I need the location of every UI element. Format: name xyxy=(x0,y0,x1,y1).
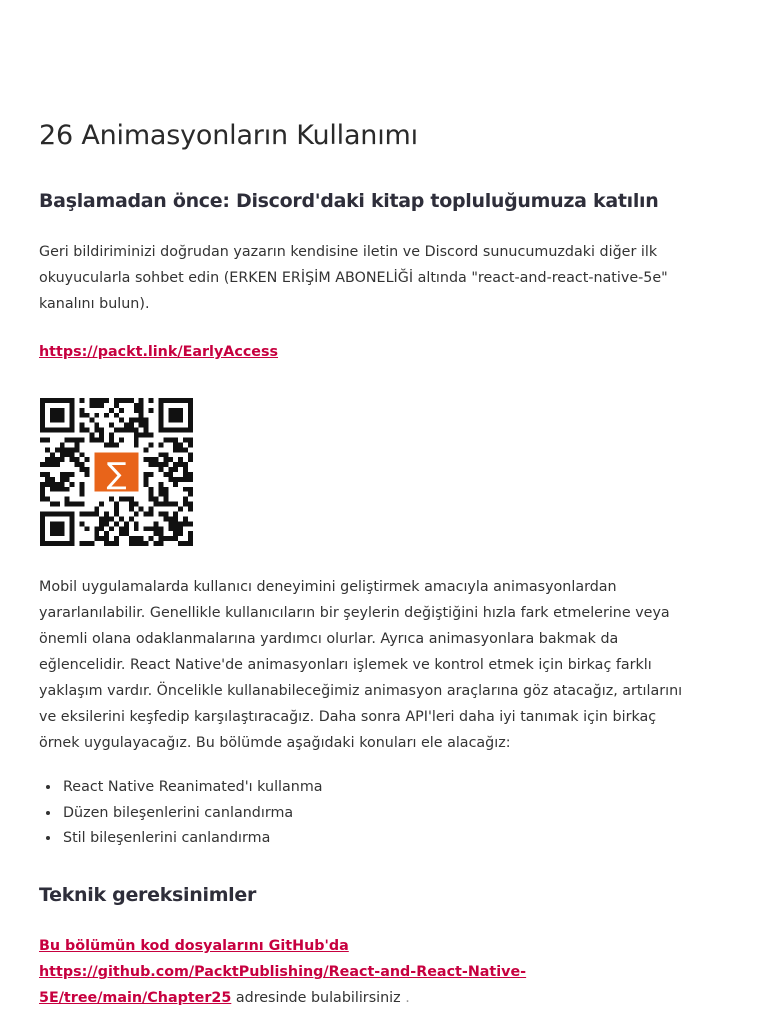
code-files-paragraph xyxy=(39,933,679,1011)
github-link[interactable]: Bu bölümün kod dosyalarını GitHub'da https://github.com/PacktPublishing/React-and-React-Native-5E/tree/main/Chapter25 xyxy=(39,938,527,1006)
chapter-title: 26 Animasyonların Kullanımı xyxy=(39,120,418,151)
list-item: • Stil bileşenlerini canlandırma xyxy=(61,826,323,852)
qr-code-icon xyxy=(39,398,194,546)
intro-body: Mobil uygulamalarda kullanıcı deneyimini geliştirmek amacıyla animasyonlardan yararlanılabilir. Genellikle kullanıcıların bir şeylerin değiştiğini hızla fark etmelerine veya önemli olana odaklanmalarına yardımcı olurlar. Ayrıca animasyonlara bakmak da eğlencelidir. React Native'de animasyonları işlemek ve kontrol etmek için birkaç farklı yaklaşım vardır. Öncelikle kullanabileceğimiz animasyon araçlarına göz atacağız, artılarını ve eksilerini keşfedip karşılaştıracağız. Daha sonra API'leri daha iyi tanımak için birkaç örnek uygulayacağız. Bu bölümde aşağıdaki konuları ele alacağız: xyxy=(39,579,683,751)
early-access-link[interactable]: https://packt.link/EarlyAccess xyxy=(39,344,279,360)
list-item: • Düzen bileşenlerini canlandırma xyxy=(61,801,323,827)
early-access-line xyxy=(39,339,278,365)
list-item: • React Native Reanimated'ı kullanma xyxy=(61,775,323,801)
svg-text:∑: ∑ xyxy=(106,456,127,491)
discord-heading: Başlamadan önce: Discord'daki kitap topluluğumuza katılın xyxy=(39,190,659,212)
code-files-suffix: adresinde bulabilirsiniz xyxy=(231,990,401,1006)
discord-paragraph: Geri bildiriminizi doğrudan yazarın kendisine iletin ve Discord sunucumuzdaki diğer ilk okuyucularla sohbet edin (ERKEN ERİŞİM ABONELİĞİ altında "react-and-react-native-5e" kanalını bulun). xyxy=(39,244,668,312)
topic-list xyxy=(39,775,323,852)
tech-heading: Teknik gereksinimler xyxy=(39,884,257,906)
code-files-end: . xyxy=(400,990,410,1006)
